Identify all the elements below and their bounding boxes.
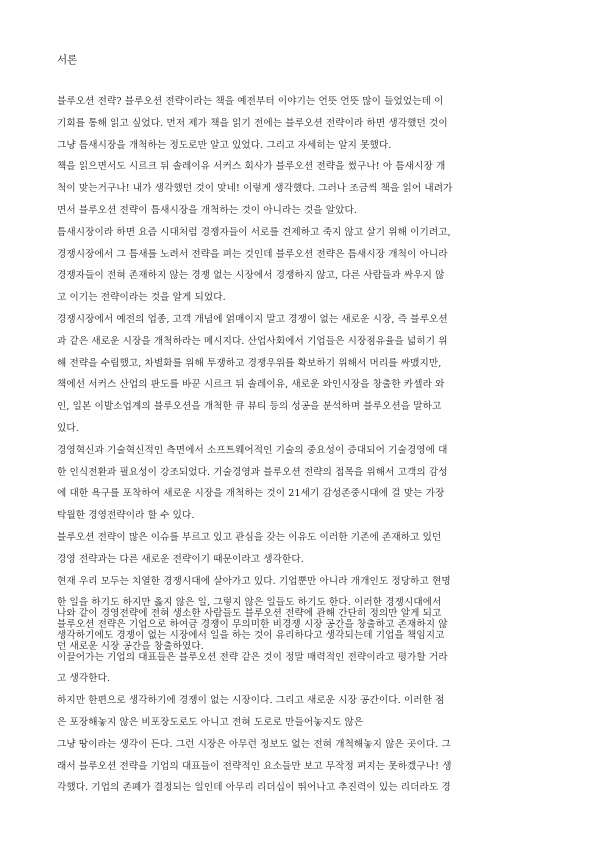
text-line: 책을 읽으면서도 시르크 뒤 솔레이유 서커스 회사가 블루오션 전략을 썼구나! 아 틈새시장 개 xyxy=(57,161,446,173)
text-line: 해 전략을 수립했고, 차별화를 위해 투쟁하고 경쟁우위를 확보하기 위해서 머리를 싸맸지만, xyxy=(57,357,442,369)
text-line: 책에선 서커스 산업의 판도를 바꾼 시르크 뒤 솔레이유, 새로운 와인시장을 창출한 카셀라 와 xyxy=(57,379,445,391)
text-line: 고 이기는 전략이라는 것을 알게 되었다. xyxy=(57,292,226,304)
text-line: 면서 블루오션 전략이 틈새시장을 개척하는 것이 아니라는 것을 알았다. xyxy=(57,204,358,216)
text-line: 은 포장해놓지 않은 비포장도로도 아니고 전혀 도로로 만들어놓지도 않은 xyxy=(57,716,364,728)
text-line: 블루오션 전략은 기업으로 하여금 경쟁이 무의미한 비경쟁 시장 공간을 창출하고 존재하지 않 xyxy=(57,619,448,631)
text-line: 인, 일본 이발소업계의 블루오션을 개척한 큐 뷰티 등의 성공을 분석하며 블루오션을 말하고 xyxy=(57,401,442,413)
text-line: 경쟁자들이 전혀 존재하지 않는 경쟁 없는 시장에서 경쟁하지 않고, 다른 사람들과 싸우지 않 xyxy=(57,270,445,282)
text-line: 한 일을 하기도 하지만 옳지 않은 일, 그렇지 않은 일들도 하기도 한다. 이러한 경쟁시대에서 xyxy=(57,597,442,609)
text-line: 에 대한 욕구를 포착하여 새로운 시장을 개척하는 것이 21세기 감성존중시대에 걸 맞는 가장 xyxy=(57,488,445,500)
text-line: 탁월한 경영전략이라 할 수 있다. xyxy=(57,510,195,522)
text-line: 블루오션 전략이 많은 이슈를 부르고 있고 관심을 갖는 이유도 이러한 기존에 존재하고 있던 xyxy=(57,531,442,543)
text-line: 각했다. 기업의 존폐가 결정되는 일인데 아무리 리더십이 뛰어나고 추진력이 있는 리더라도 경 xyxy=(57,782,451,794)
text-line: 경영 전략과는 다른 새로운 전략이기 때문이라고 생각한다. xyxy=(57,553,304,565)
body-paragraphs-first xyxy=(57,91,542,658)
text-line: 나와 같이 경영전략에 전혀 생소한 사람들도 블루오션 전략에 관해 간단히 정의만 알게 되고 xyxy=(57,608,442,619)
text-line: 생각하기에도 경쟁이 없는 시장에서 일을 하는 것이 유리하다고 생각되는데 기업을 책임지고 xyxy=(57,629,445,641)
text-line: 경쟁시장에서 예전의 업종, 고객 개념에 얽매이지 말고 경쟁이 없는 새로운 시장, 즉 블루오션 xyxy=(57,313,448,325)
body-paragraphs-second xyxy=(57,603,542,799)
text-line: 틈새시장이라 하면 요즘 시대처럼 경쟁자들이 서로를 견제하고 죽지 않고 살기 위해 이기려고, xyxy=(57,226,451,238)
text-line: 현재 우리 모두는 치열한 경쟁시대에 살아가고 있다. 기업뿐만 아니라 개개인도 정당하고 현명 xyxy=(57,575,451,587)
text-line: 하지만 한편으로 생각하기에 경쟁이 없는 시장이다. 그리고 새로운 시장 공간이다. 이러한 점 xyxy=(57,695,445,707)
text-line: 있다. xyxy=(57,422,79,434)
text-line: 척이 맞는거구나! 내가 생각했던 것이 맞네! 이렇게 생각했다. 그러나 조금씩 책을 읽어 내려가 xyxy=(57,183,453,195)
text-line: 블루오션 전략? 블루오션 전략이라는 책을 예전부터 이야기는 언뜻 언뜻 많이 들었었는데 이 xyxy=(57,96,444,107)
text-line: 고 생각한다. xyxy=(57,673,111,685)
text-line: 래서 블루오션 전략을 기업의 대표들이 전략적인 요소들만 보고 무작정 펴지는 못하겠구나! 생 xyxy=(57,760,452,772)
text-line: 기회를 통해 읽고 싶었다. 먼저 제가 책을 읽기 전에는 블루오션 전략이라 하면 생각했던 것이 xyxy=(57,117,448,129)
text-line: 던 새로운 시장 공간을 창출하였다. xyxy=(57,640,204,652)
section-title: 서론 xyxy=(57,54,78,66)
text-line: 그냥 땅이라는 생각이 든다. 그런 시장은 아무런 정보도 없는 전혀 개척해놓지 않은 곳이다. 그 xyxy=(57,738,451,750)
text-line: 경영혁신과 기술혁신적인 측면에서 소프트웨어적인 기술의 중요성이 증대되어 기술경영에 대 xyxy=(57,444,448,456)
text-line: 이끌어가는 기업의 대표들은 블루오션 전략 같은 것이 정말 매력적인 전략이라고 평가할 거라 xyxy=(57,651,448,663)
text-line: 경쟁시장에서 그 틈새를 노려서 전략을 펴는 것인데 블루오션 전략은 틈새시장 개척이 아니라 xyxy=(57,248,448,260)
text-line: 그냥 틈새시장을 개척하는 정도로만 알고 있었다. 그리고 자세히는 알지 못했다. xyxy=(57,139,392,151)
text-line: 과 같은 새로운 시장을 개척하라는 메시지다. 산업사회에서 기업들은 시장점유율을 넓히기 위 xyxy=(57,335,448,347)
text-line: 한 인식전환과 필요성이 강조되었다. 기술경영과 블루오션 전략의 접목을 위해서 고객의 감성 xyxy=(57,466,448,478)
